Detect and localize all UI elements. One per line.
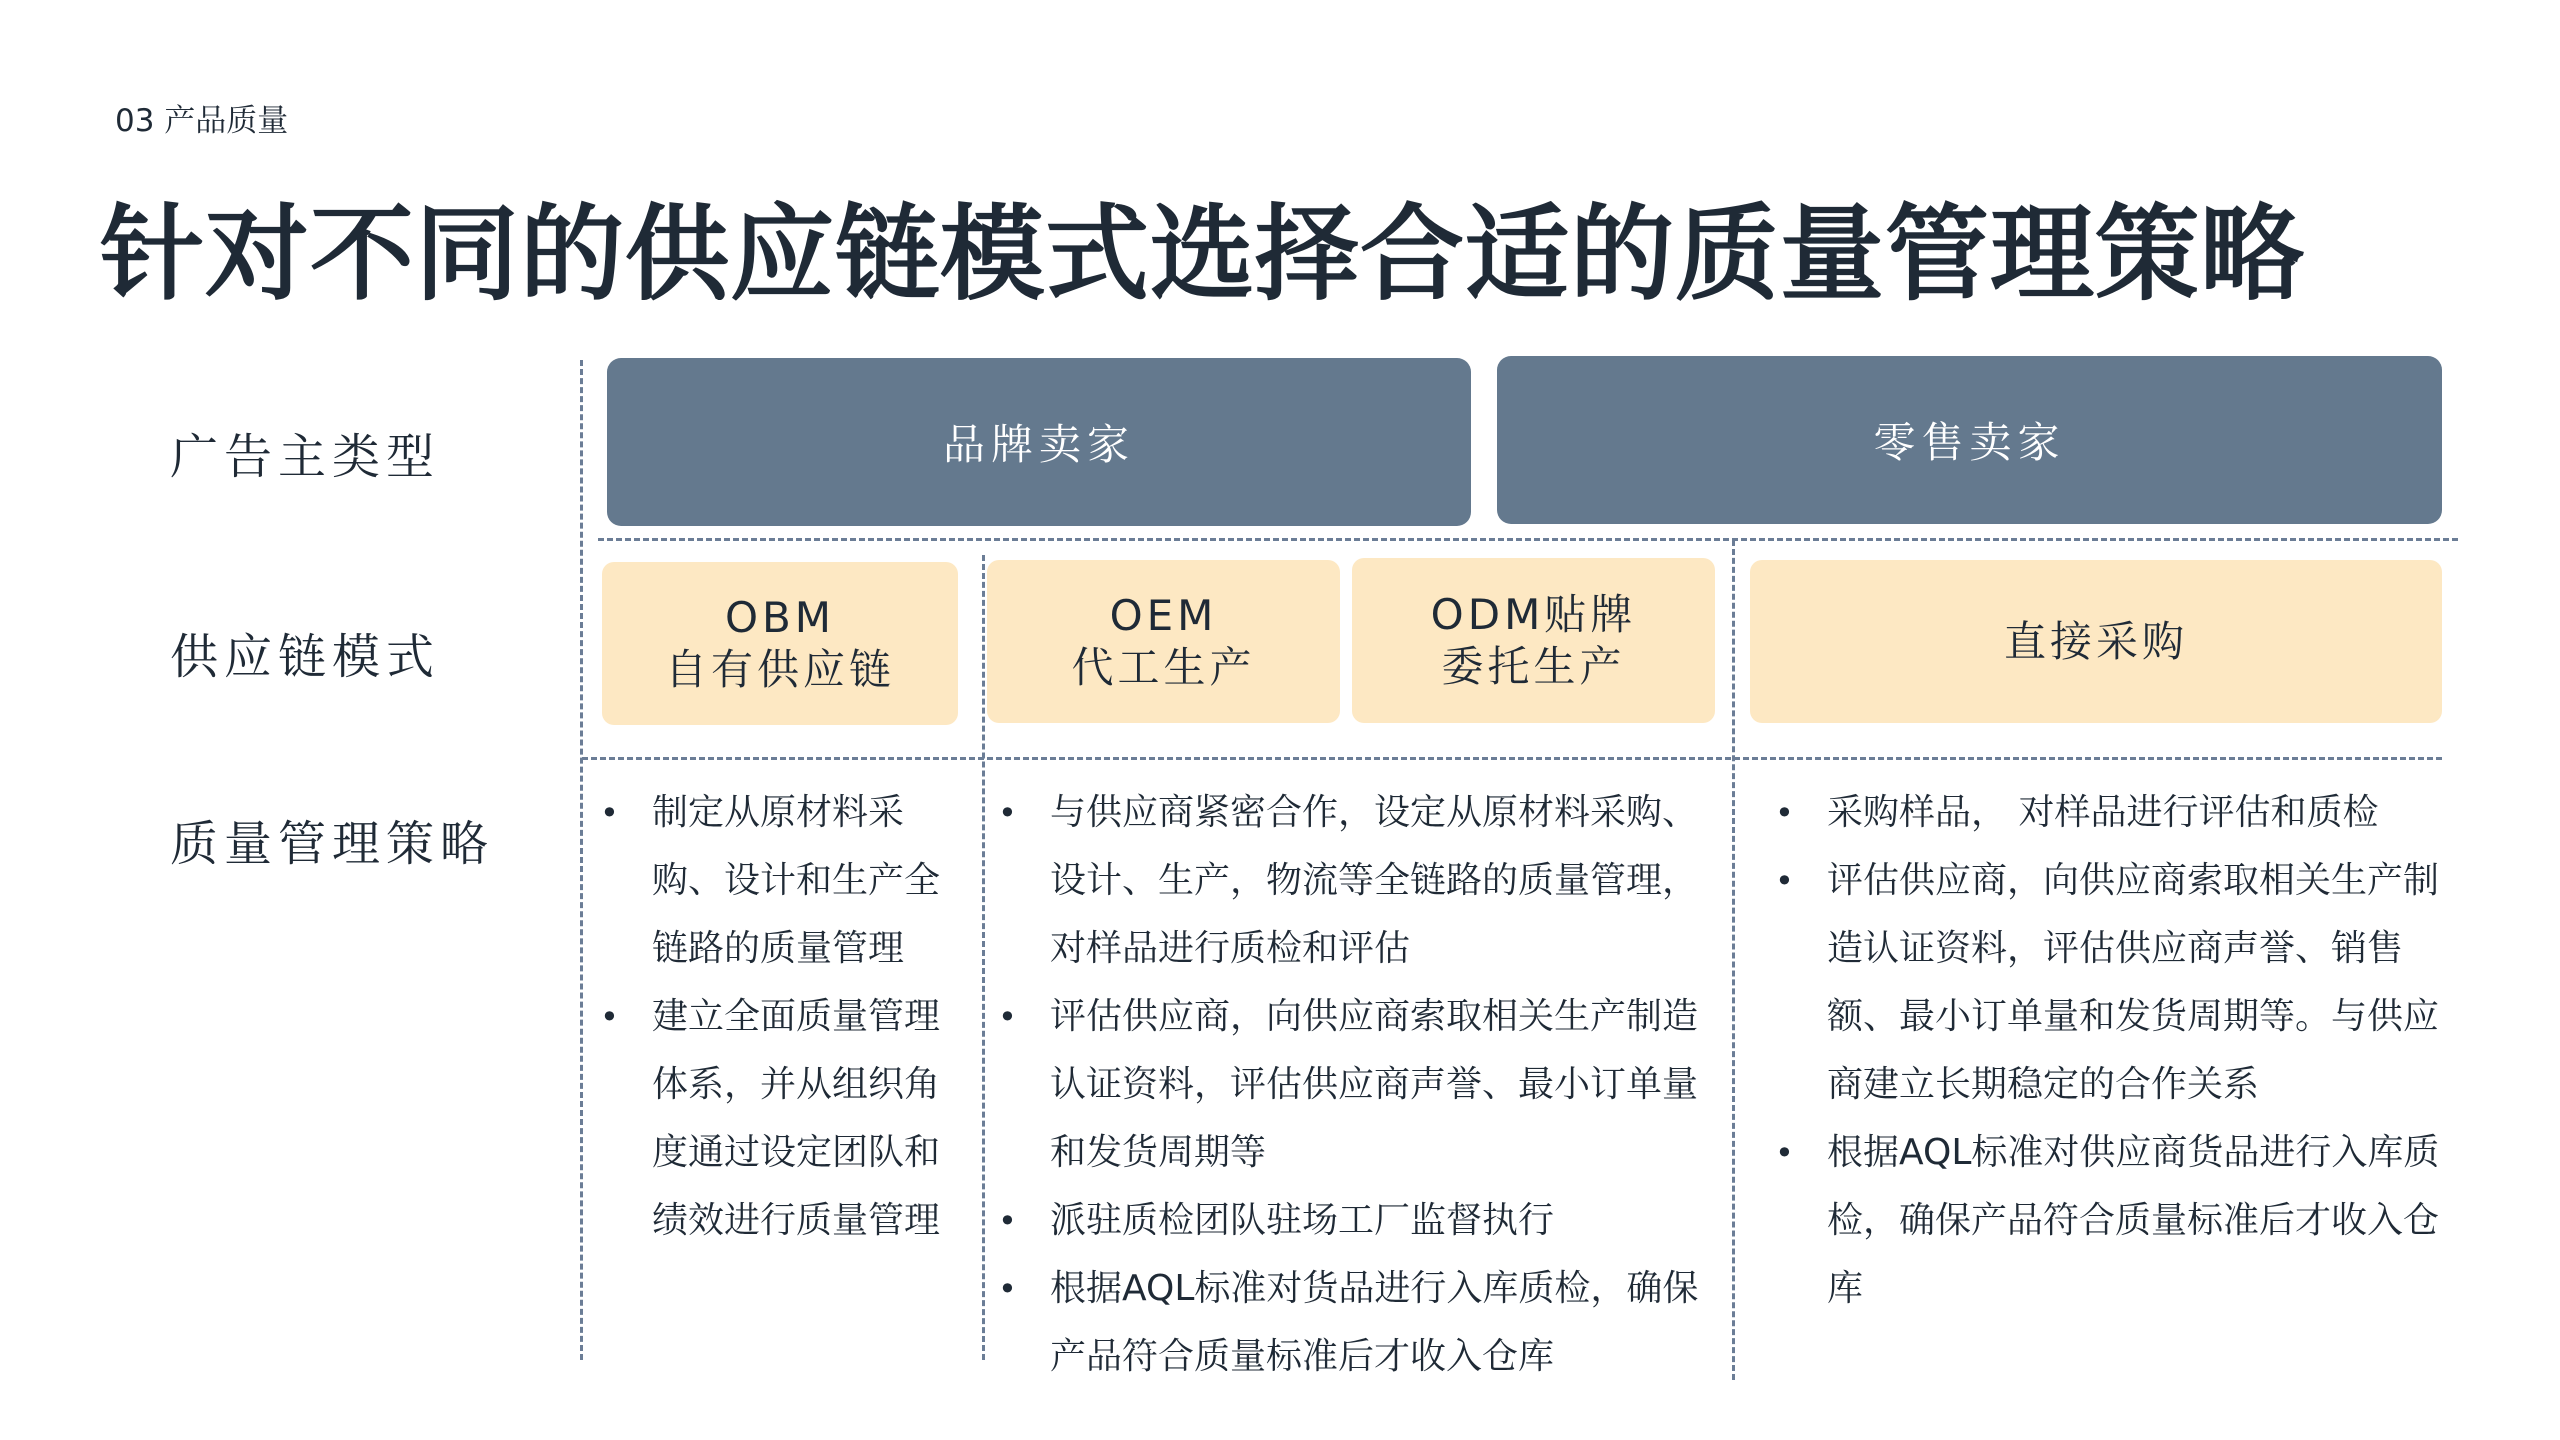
strategy-obm-item: • 建立全面质量管理体系，并从组织角度通过设定团队和绩效进行质量管理 xyxy=(600,983,972,1255)
mode-odm-desc: 委托生产 xyxy=(1441,641,1626,691)
section-label: 03 产品质量 xyxy=(115,103,289,139)
strategy-oem-odm-item: • 根据AQL标准对货品进行入库质检，确保产品符合质量标准后才收入仓库 xyxy=(998,1255,1726,1391)
mode-oem-code: OEM xyxy=(1109,590,1218,640)
grid-divider-brand-retail xyxy=(1732,540,1735,1380)
advertiser-retail-label: 零售卖家 xyxy=(1873,418,2066,467)
strategy-oem-odm-item: • 派驻质检团队驻场工厂监督执行 xyxy=(998,1187,1726,1255)
strategy-oem-odm-list xyxy=(998,779,1726,1391)
mode-obm-code: OBM xyxy=(724,592,836,642)
mode-obm-box xyxy=(602,562,958,725)
grid-divider-row2 xyxy=(582,757,2442,760)
strategy-direct-item: • 评估供应商，向供应商索取相关生产制造认证资料，评估供应商声誉、销售额、最小订单量和发货周期等。与供应商建立长期稳定的合作关系 xyxy=(1775,847,2443,1119)
mode-oem-box xyxy=(987,560,1340,723)
strategy-obm-item: • 制定从原材料采购、设计和生产全链路的质量管理 xyxy=(600,779,972,983)
mode-direct-label: 直接采购 xyxy=(2003,616,2188,666)
strategy-direct-item: • 采购样品， 对样品进行评估和质检 xyxy=(1775,779,2443,847)
row-label-quality-strategy: 质量管理策略 xyxy=(170,816,495,872)
page-title: 针对不同的供应链模式选择合适的质量管理策略 xyxy=(100,193,2306,315)
strategy-oem-odm-item: • 与供应商紧密合作，设定从原材料采购、设计、生产，物流等全链路的质量管理，对样品进行质检和评估 xyxy=(998,779,1726,983)
mode-direct-box xyxy=(1750,560,2442,723)
grid-divider-left xyxy=(580,360,583,1360)
strategy-direct-list xyxy=(1775,779,2443,1323)
mode-odm-code: ODM贴牌 xyxy=(1430,589,1637,639)
strategy-oem-odm-item: • 评估供应商，向供应商索取相关生产制造认证资料，评估供应商声誉、最小订单量和发货周期等 xyxy=(998,983,1726,1187)
advertiser-brand-label: 品牌卖家 xyxy=(942,420,1135,469)
mode-oem-desc: 代工生产 xyxy=(1071,642,1256,692)
row-label-advertiser-type: 广告主类型 xyxy=(170,429,441,485)
advertiser-brand-box xyxy=(607,358,1471,526)
mode-obm-desc: 自有供应链 xyxy=(664,644,895,694)
advertiser-retail-box xyxy=(1497,356,2442,524)
mode-odm-box xyxy=(1352,558,1715,723)
row-label-supply-chain-mode: 供应链模式 xyxy=(170,629,441,685)
strategy-obm-list xyxy=(600,779,972,1255)
grid-divider-obm-oem xyxy=(982,555,985,1360)
strategy-direct-item: • 根据AQL标准对供应商货品进行入库质检，确保产品符合质量标准后才收入仓库 xyxy=(1775,1119,2443,1323)
grid-divider-row1 xyxy=(598,538,2458,541)
